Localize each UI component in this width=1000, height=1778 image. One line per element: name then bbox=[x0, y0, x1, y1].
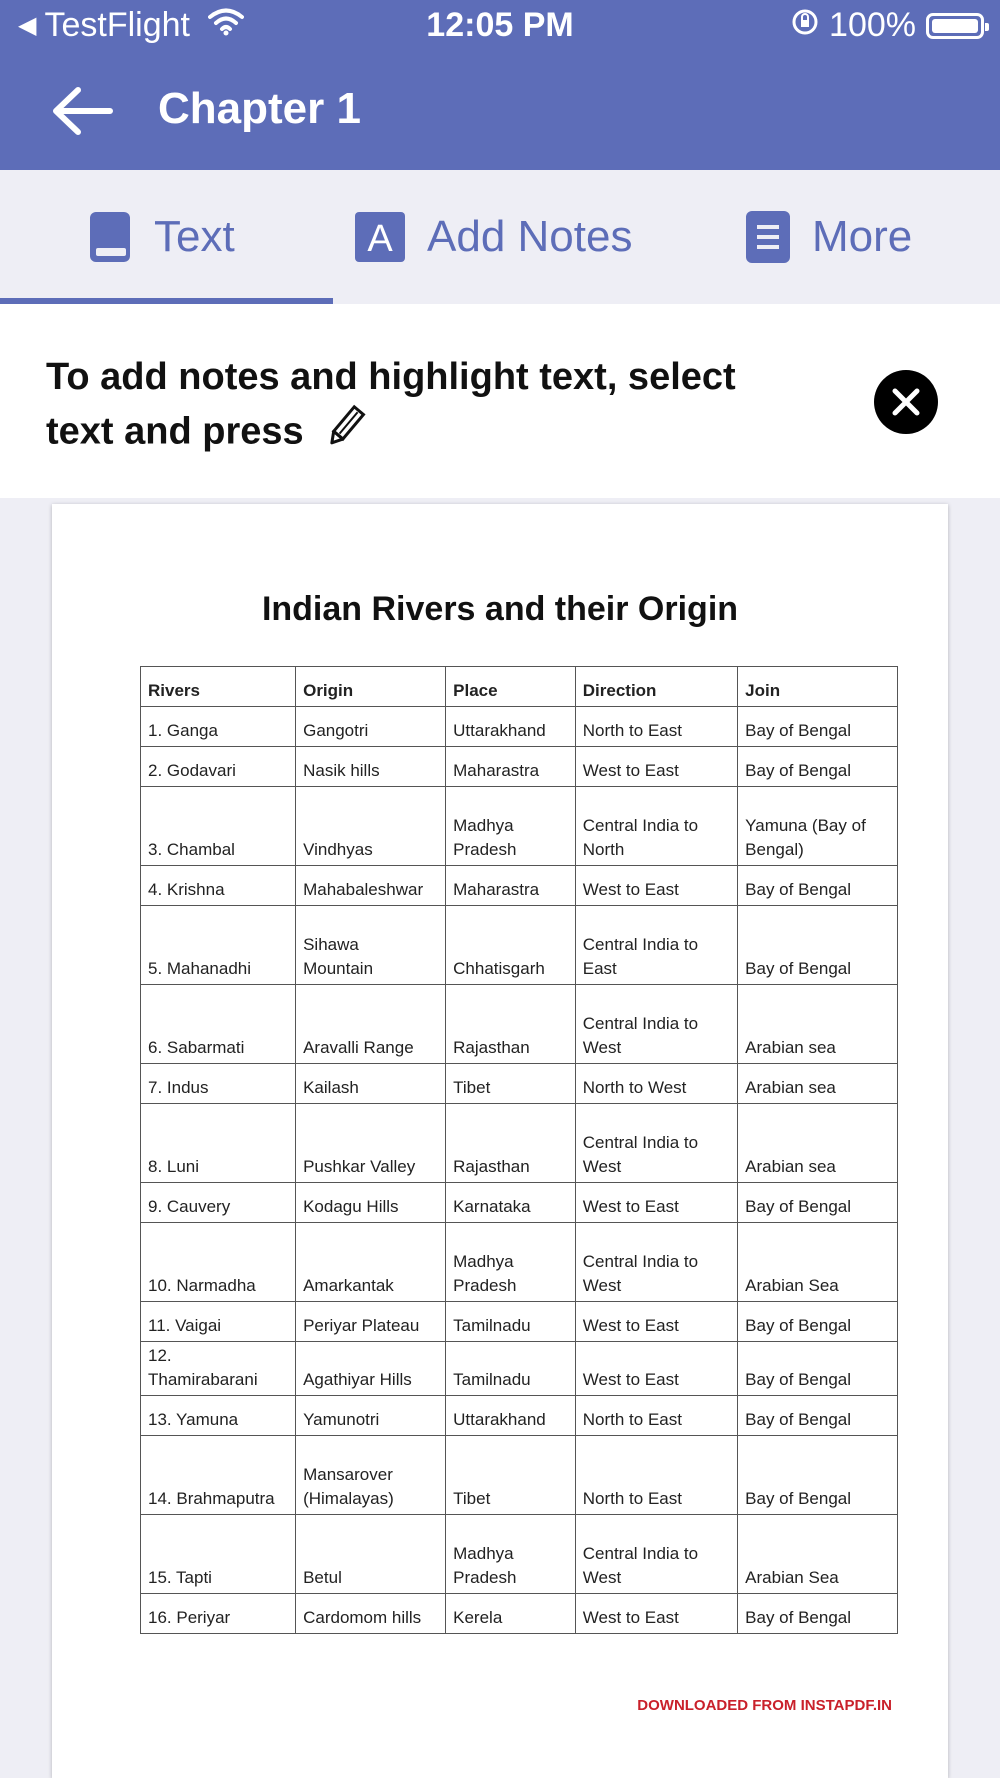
table-cell bbox=[296, 707, 446, 747]
close-icon bbox=[889, 385, 923, 419]
cell-text: Pradesh bbox=[453, 1568, 517, 1587]
header-origin: Origin bbox=[296, 667, 446, 707]
table-row bbox=[141, 707, 898, 747]
cell-text: 1. Ganga bbox=[148, 721, 218, 740]
cell-text: Yamunotri bbox=[303, 1410, 380, 1429]
tab-more[interactable] bbox=[746, 170, 912, 304]
table-cell bbox=[446, 1436, 576, 1515]
table-cell bbox=[141, 1302, 296, 1342]
table-cell bbox=[141, 1396, 296, 1436]
table-cell bbox=[575, 985, 737, 1064]
cell-text: Karnataka bbox=[453, 1197, 531, 1216]
svg-text:A: A bbox=[367, 218, 393, 260]
table-row bbox=[141, 1436, 898, 1515]
cell-text: Uttarakhand bbox=[453, 1410, 546, 1429]
table-cell bbox=[738, 1436, 898, 1515]
table-cell bbox=[141, 1064, 296, 1104]
close-hint-button[interactable] bbox=[874, 370, 938, 434]
document-page[interactable] bbox=[52, 504, 948, 1778]
tab-add-notes-label: Add Notes bbox=[427, 212, 633, 261]
table-row bbox=[141, 1064, 898, 1104]
hint-line-2: text and press bbox=[46, 410, 304, 453]
cell-text: Central India to bbox=[582, 1544, 699, 1563]
table-cell bbox=[738, 1223, 898, 1302]
table-cell bbox=[141, 1515, 296, 1594]
cell-text: 3. Chambal bbox=[148, 840, 235, 859]
table-cell bbox=[575, 866, 737, 906]
cell-text: Tamilnadu bbox=[453, 1316, 531, 1335]
rivers-table bbox=[140, 666, 898, 1634]
cell-text: 14. Brahmaputra bbox=[148, 1489, 275, 1508]
book-icon bbox=[88, 210, 132, 264]
cell-text: Madhya bbox=[453, 1252, 514, 1271]
cell-text: Arabian Sea bbox=[745, 1568, 839, 1587]
cell-text: 6. Sabarmati bbox=[148, 1038, 245, 1057]
cell-text: East bbox=[582, 959, 617, 978]
table-cell bbox=[738, 1104, 898, 1183]
cell-text: Gangotri bbox=[303, 721, 369, 740]
cell-text: Bay of Bengal bbox=[745, 1197, 852, 1216]
cell-text: Thamirabarani bbox=[148, 1370, 258, 1389]
table-cell bbox=[738, 866, 898, 906]
cell-text: Sihawa bbox=[303, 935, 359, 954]
cell-text: Cardomom hills bbox=[303, 1608, 422, 1627]
cell-text: Bay of Bengal bbox=[745, 880, 852, 899]
table-cell bbox=[738, 985, 898, 1064]
table-cell bbox=[738, 1064, 898, 1104]
table-cell bbox=[141, 707, 296, 747]
cell-text: Central India to bbox=[582, 1133, 699, 1152]
cell-text: Pradesh bbox=[453, 1276, 517, 1295]
nav-bar bbox=[0, 56, 1000, 170]
table-row bbox=[141, 985, 898, 1064]
cell-text: Tibet bbox=[453, 1078, 491, 1097]
table-cell bbox=[296, 747, 446, 787]
cell-text: West bbox=[582, 1038, 622, 1057]
cell-text: West to East bbox=[582, 1197, 679, 1216]
cell-text: Mansarover bbox=[303, 1465, 393, 1484]
table-cell bbox=[446, 1183, 576, 1223]
cell-text: Rajasthan bbox=[453, 1157, 530, 1176]
header-rivers: Rivers bbox=[141, 667, 296, 707]
table-cell bbox=[738, 707, 898, 747]
back-triangle-icon: ◀ bbox=[18, 12, 37, 39]
table-cell bbox=[446, 1515, 576, 1594]
cell-text: West bbox=[582, 1157, 622, 1176]
cell-text: Central India to bbox=[582, 1252, 699, 1271]
table-row bbox=[141, 1223, 898, 1302]
cell-text: Aravalli Range bbox=[303, 1038, 414, 1057]
cell-text: Arabian Sea bbox=[745, 1276, 839, 1295]
cell-text: Arabian sea bbox=[745, 1157, 836, 1176]
cell-text: Bay of Bengal bbox=[745, 1370, 852, 1389]
back-arrow-icon[interactable] bbox=[48, 76, 138, 146]
table-row bbox=[141, 1104, 898, 1183]
table-header-row bbox=[141, 667, 898, 707]
table-cell bbox=[575, 1515, 737, 1594]
table-cell bbox=[296, 906, 446, 985]
cell-text: 15. Tapti bbox=[148, 1568, 212, 1587]
cell-text: 12. bbox=[148, 1346, 172, 1365]
back-app-label: TestFlight bbox=[44, 6, 190, 44]
cell-text: Maharastra bbox=[453, 761, 540, 780]
hint-line-1: To add notes and highlight text, select bbox=[46, 356, 736, 398]
table-cell bbox=[575, 707, 737, 747]
cell-text: Bay of Bengal bbox=[745, 1410, 852, 1429]
table-cell bbox=[738, 1342, 898, 1396]
table-cell bbox=[575, 1104, 737, 1183]
orientation-lock-icon bbox=[791, 6, 819, 45]
table-cell bbox=[296, 1436, 446, 1515]
table-cell bbox=[296, 1515, 446, 1594]
cell-text: 10. Narmadha bbox=[148, 1276, 256, 1295]
table-cell bbox=[141, 1223, 296, 1302]
cell-text: West to East bbox=[582, 1608, 679, 1627]
table-cell bbox=[446, 866, 576, 906]
table-cell bbox=[446, 707, 576, 747]
table-cell bbox=[141, 747, 296, 787]
cell-text: West to East bbox=[582, 1316, 679, 1335]
cell-text: Periyar Plateau bbox=[303, 1316, 420, 1335]
cell-text: North to West bbox=[582, 1078, 687, 1097]
cell-text: Bay of Bengal bbox=[745, 1489, 852, 1508]
header-place: Place bbox=[446, 667, 576, 707]
table-cell bbox=[575, 1436, 737, 1515]
battery-icon bbox=[926, 13, 984, 39]
pencil-icon bbox=[326, 404, 366, 463]
tab-bar bbox=[0, 170, 1000, 305]
table-row bbox=[141, 1396, 898, 1436]
cell-text: Kailash bbox=[303, 1078, 359, 1097]
table-cell bbox=[446, 1342, 576, 1396]
cell-text: Chhatisgarh bbox=[453, 959, 545, 978]
table-cell bbox=[738, 906, 898, 985]
cell-text: Pradesh bbox=[453, 840, 517, 859]
cell-text: (Himalayas) bbox=[303, 1489, 394, 1508]
table-cell bbox=[738, 747, 898, 787]
cell-text: 11. Vaigai bbox=[148, 1316, 222, 1335]
cell-text: Bay of Bengal bbox=[745, 761, 852, 780]
table-row bbox=[141, 1342, 898, 1396]
header-join: Join bbox=[738, 667, 898, 707]
status-bar bbox=[0, 0, 1000, 56]
table-cell bbox=[141, 866, 296, 906]
cell-text: 5. Mahanadhi bbox=[148, 959, 252, 978]
table-row bbox=[141, 1183, 898, 1223]
table-cell bbox=[575, 1223, 737, 1302]
cell-text: North to East bbox=[582, 1410, 682, 1429]
cell-text: Central India to bbox=[582, 935, 699, 954]
cell-text: Agathiyar Hills bbox=[303, 1370, 412, 1389]
hint-banner bbox=[0, 304, 1000, 498]
table-cell bbox=[296, 1396, 446, 1436]
table-cell bbox=[296, 787, 446, 866]
hint-text bbox=[46, 350, 836, 463]
table-cell bbox=[141, 1342, 296, 1396]
table-cell bbox=[141, 1436, 296, 1515]
table-cell bbox=[296, 1594, 446, 1634]
table-cell bbox=[446, 747, 576, 787]
cell-text: Bay of Bengal bbox=[745, 1608, 852, 1627]
cell-text: West to East bbox=[582, 880, 679, 899]
cell-text: Bay of Bengal bbox=[745, 721, 852, 740]
cell-text: Rajasthan bbox=[453, 1038, 530, 1057]
rivers-table-body bbox=[141, 707, 898, 1634]
table-cell bbox=[296, 1302, 446, 1342]
cell-text: West bbox=[582, 1276, 622, 1295]
cell-text: Arabian sea bbox=[745, 1038, 836, 1057]
cell-text: Bengal) bbox=[745, 840, 804, 859]
cell-text: Mountain bbox=[303, 959, 374, 978]
cell-text: North to East bbox=[582, 721, 682, 740]
letter-a-icon bbox=[355, 212, 405, 262]
table-cell bbox=[738, 1396, 898, 1436]
cell-text: Central India to bbox=[582, 816, 699, 835]
cell-text: West to East bbox=[582, 1370, 679, 1389]
table-cell bbox=[575, 1302, 737, 1342]
table-cell bbox=[738, 787, 898, 866]
table-cell bbox=[296, 1342, 446, 1396]
cell-text: 16. Periyar bbox=[148, 1608, 231, 1627]
cell-text: Kodagu Hills bbox=[303, 1197, 399, 1216]
cell-text: Bay of Bengal bbox=[745, 959, 852, 978]
cell-text: Amarkantak bbox=[303, 1276, 394, 1295]
status-right bbox=[791, 6, 984, 45]
table-cell bbox=[296, 1104, 446, 1183]
cell-text: Nasik hills bbox=[303, 761, 380, 780]
table-cell bbox=[141, 1594, 296, 1634]
cell-text: 4. Krishna bbox=[148, 880, 225, 899]
cell-text: Central India to bbox=[582, 1014, 699, 1033]
table-cell bbox=[141, 906, 296, 985]
table-cell bbox=[446, 985, 576, 1064]
table-cell bbox=[141, 1183, 296, 1223]
battery-percent: 100% bbox=[829, 6, 916, 44]
table-cell bbox=[738, 1302, 898, 1342]
table-cell bbox=[141, 985, 296, 1064]
table-cell bbox=[575, 1594, 737, 1634]
table-row bbox=[141, 866, 898, 906]
table-row bbox=[141, 906, 898, 985]
document-viewer[interactable] bbox=[0, 498, 1000, 1778]
tab-text[interactable] bbox=[88, 170, 235, 304]
document-title: Indian Rivers and their Origin bbox=[261, 590, 739, 628]
table-cell bbox=[575, 1064, 737, 1104]
table-row bbox=[141, 787, 898, 866]
cell-text: North bbox=[582, 840, 625, 859]
cell-text: Mahabaleshwar bbox=[303, 880, 424, 899]
table-cell bbox=[446, 1396, 576, 1436]
cell-text: Kerela bbox=[453, 1608, 503, 1627]
tab-add-notes[interactable] bbox=[355, 170, 632, 304]
table-row bbox=[141, 1302, 898, 1342]
list-icon bbox=[746, 211, 790, 263]
table-cell bbox=[575, 1183, 737, 1223]
cell-text: Tibet bbox=[453, 1489, 491, 1508]
cell-text: Betul bbox=[303, 1568, 342, 1587]
cell-text: 9. Cauvery bbox=[148, 1197, 231, 1216]
table-cell bbox=[575, 906, 737, 985]
table-cell bbox=[575, 787, 737, 866]
table-cell bbox=[575, 747, 737, 787]
cell-text: 7. Indus bbox=[148, 1078, 209, 1097]
cell-text: Madhya bbox=[453, 1544, 514, 1563]
tab-text-label: Text bbox=[154, 212, 235, 261]
table-cell bbox=[296, 1064, 446, 1104]
cell-text: 8. Luni bbox=[148, 1157, 200, 1176]
table-row bbox=[141, 1594, 898, 1634]
table-cell bbox=[575, 1396, 737, 1436]
table-cell bbox=[446, 1594, 576, 1634]
table-cell bbox=[446, 1223, 576, 1302]
cell-text: Uttarakhand bbox=[453, 721, 546, 740]
cell-text: Vindhyas bbox=[303, 840, 373, 859]
download-watermark: DOWNLOADED FROM INSTAPDF.IN bbox=[637, 1697, 892, 1714]
page-title: Chapter 1 bbox=[158, 84, 361, 133]
table-cell bbox=[446, 1064, 576, 1104]
status-time: 12:05 PM bbox=[426, 6, 574, 44]
cell-text: Tamilnadu bbox=[453, 1370, 531, 1389]
table-row bbox=[141, 747, 898, 787]
table-row bbox=[141, 1515, 898, 1594]
table-cell bbox=[141, 787, 296, 866]
cell-text: West to East bbox=[582, 761, 679, 780]
table-cell bbox=[738, 1183, 898, 1223]
cell-text: 2. Godavari bbox=[148, 761, 236, 780]
table-cell bbox=[738, 1515, 898, 1594]
cell-text: North to East bbox=[582, 1489, 682, 1508]
table-cell bbox=[296, 1223, 446, 1302]
cell-text: 13. Yamuna bbox=[148, 1410, 239, 1429]
cell-text: West bbox=[582, 1568, 622, 1587]
table-cell bbox=[446, 1104, 576, 1183]
cell-text: Arabian sea bbox=[745, 1078, 836, 1097]
table-cell bbox=[296, 985, 446, 1064]
cell-text: Bay of Bengal bbox=[745, 1316, 852, 1335]
table-cell bbox=[446, 906, 576, 985]
table-cell bbox=[738, 1594, 898, 1634]
header-direction: Direction bbox=[575, 667, 737, 707]
table-cell bbox=[296, 866, 446, 906]
table-cell bbox=[575, 1342, 737, 1396]
table-cell bbox=[446, 787, 576, 866]
table-cell bbox=[296, 1183, 446, 1223]
cell-text: Madhya bbox=[453, 816, 514, 835]
table-cell bbox=[446, 1302, 576, 1342]
cell-text: Yamuna (Bay of bbox=[745, 816, 866, 835]
table-cell bbox=[141, 1104, 296, 1183]
tab-more-label: More bbox=[812, 212, 913, 261]
cell-text: Pushkar Valley bbox=[303, 1157, 416, 1176]
cell-text: Maharastra bbox=[453, 880, 540, 899]
